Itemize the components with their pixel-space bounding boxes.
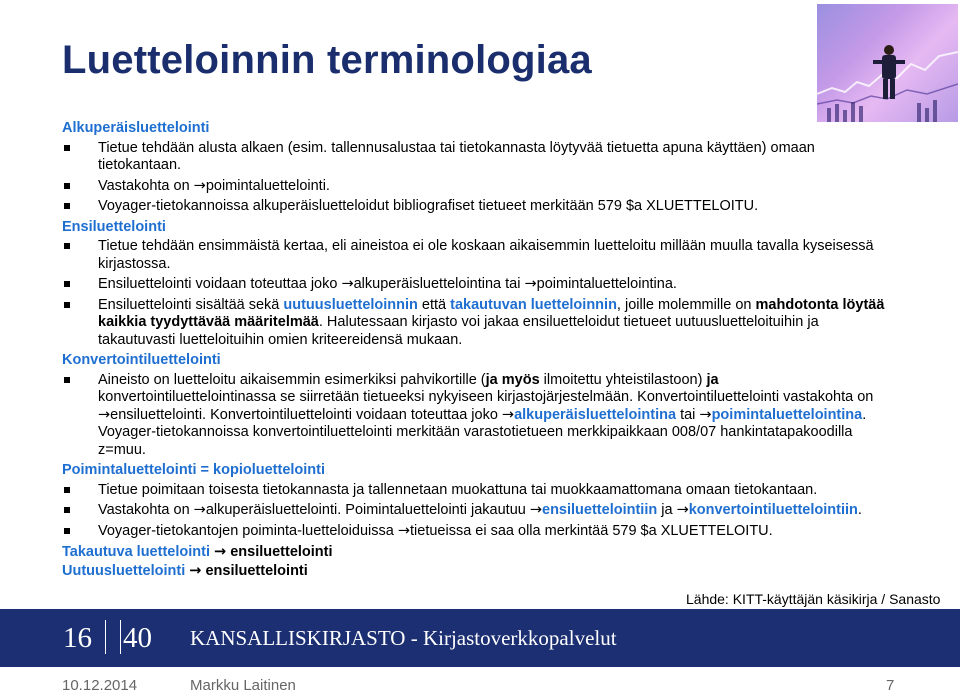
arrow-icon: → <box>193 502 206 518</box>
bullet-item: Aineisto on luetteloitu aikaisemmin esimerkiksi pahvikortille (ja myös ilmoitettu yhteistilastoon) ja konvertointiluettelointinassa se siirretään tietueeksi nykyiseen kirjastojärjestelmään. Konvertointiluettelointi vastakohta on →ensiluettelointi. Konvertointiluettelointi voidaan toteuttaa joko →alkuperäisluettelointina tai →poimintaluettelointina. Voyager-tietokannoissa konvertointiluettelointi merkitään varastotietueen merkkipaikkaan 008/07 hankintatapakoodilla z=muu. <box>62 372 897 460</box>
page-title: Luetteloinnin terminologiaa <box>62 38 592 82</box>
arrow-icon: → <box>214 544 227 560</box>
arrow-icon: → <box>501 406 515 423</box>
arrow-icon: → <box>524 276 537 292</box>
bullet-item: Ensiluettelointi voidaan toteuttaa joko →alkuperäisluettelointina tai →poimintaluettelointina. <box>62 276 897 294</box>
arrow-icon: → <box>676 502 689 518</box>
relation-takautuva: Takautuva luettelointi → ensiluettelointi <box>62 544 333 560</box>
source-citation: Lähde: KITT-käyttäjän käsikirja / Sanasto <box>686 591 941 607</box>
bullet-item: Voyager-tietokantojen poiminta-luetteloiduissa →tietueissa ei saa olla merkintää 579 $a XLUETTELOITU. <box>62 523 897 541</box>
section-heading-alkuperaisluettelointi: Alkuperäisluettelointi <box>62 120 210 136</box>
kansalliskirjasto-logo: 16 40 <box>63 622 152 654</box>
section-heading-ensiluettelointi: Ensiluettelointi <box>62 218 166 235</box>
bullet-item: Tietue tehdään alusta alkaen (esim. tallennusalustaa tai tietokannasta löytyvää tietuetta apuna käyttäen) omaan tietokantaan. <box>62 140 897 175</box>
organization-name: KANSALLISKIRJASTO - Kirjastoverkkopalvelut <box>190 626 617 650</box>
arrow-icon: → <box>189 563 202 579</box>
footer-author: Markku Laitinen <box>190 677 296 694</box>
bullet-item: Vastakohta on →poimintaluettelointi. <box>62 178 897 196</box>
bullet-item: Tietue tehdään ensimmäistä kertaa, eli aineistoa ei ole koskaan aikaisemmin luetteloitu millään muulla tavalla kyseisessä kirjastossa. <box>62 238 897 273</box>
arrow-icon: → <box>397 522 411 539</box>
bullet-item: Ensiluettelointi sisältää sekä uutuusluetteloinnin että takautuvan luetteloinnin, joille molemmille on mahdotonta löytää kaikkia tyydyttävää määritelmää. Halutessaan kirjasto voi jakaa ensiluetteloidut tietueet uutuusluetteloituihin ja takautuvasti luetteloituihin omien kriteereidensä mukaan. <box>62 297 897 350</box>
bullet-item: Voyager-tietokannoissa alkuperäisluetteloidut bibliografiset tietueet merkitään 579 $a XLUETTELOITU. <box>62 198 897 216</box>
business-chart-photo <box>817 4 958 122</box>
bullet-item: Vastakohta on →alkuperäisluettelointi. Poimintaluettelointi jakautuu →ensiluettelointiin ja →konvertointiluettelointiin. <box>62 502 897 520</box>
arrow-icon: → <box>699 406 712 423</box>
bullet-item: Tietue poimitaan toisesta tietokannasta ja tallennetaan muokattuna tai muokkaamattomana omaan tietokantaan. <box>62 482 897 500</box>
crown-icon <box>105 620 121 654</box>
content-area <box>62 120 897 543</box>
page-number: 7 <box>886 677 895 694</box>
footer-date: 10.12.2014 <box>62 677 138 694</box>
section-heading-konvertointiluettelointi: Konvertointiluettelointi <box>62 352 221 368</box>
relation-uutuus: Uutuusluettelointi → ensiluettelointi <box>62 563 308 579</box>
arrow-icon: → <box>341 276 354 292</box>
arrow-icon: → <box>193 177 206 194</box>
section-heading-poimintaluettelointi: Poimintaluettelointi = kopioluettelointi <box>62 462 326 478</box>
term-relations <box>62 543 333 581</box>
arrow-icon: → <box>98 406 111 423</box>
businessman-figure <box>873 45 905 99</box>
arrow-icon: → <box>529 502 543 518</box>
chart-illustration <box>817 4 958 122</box>
